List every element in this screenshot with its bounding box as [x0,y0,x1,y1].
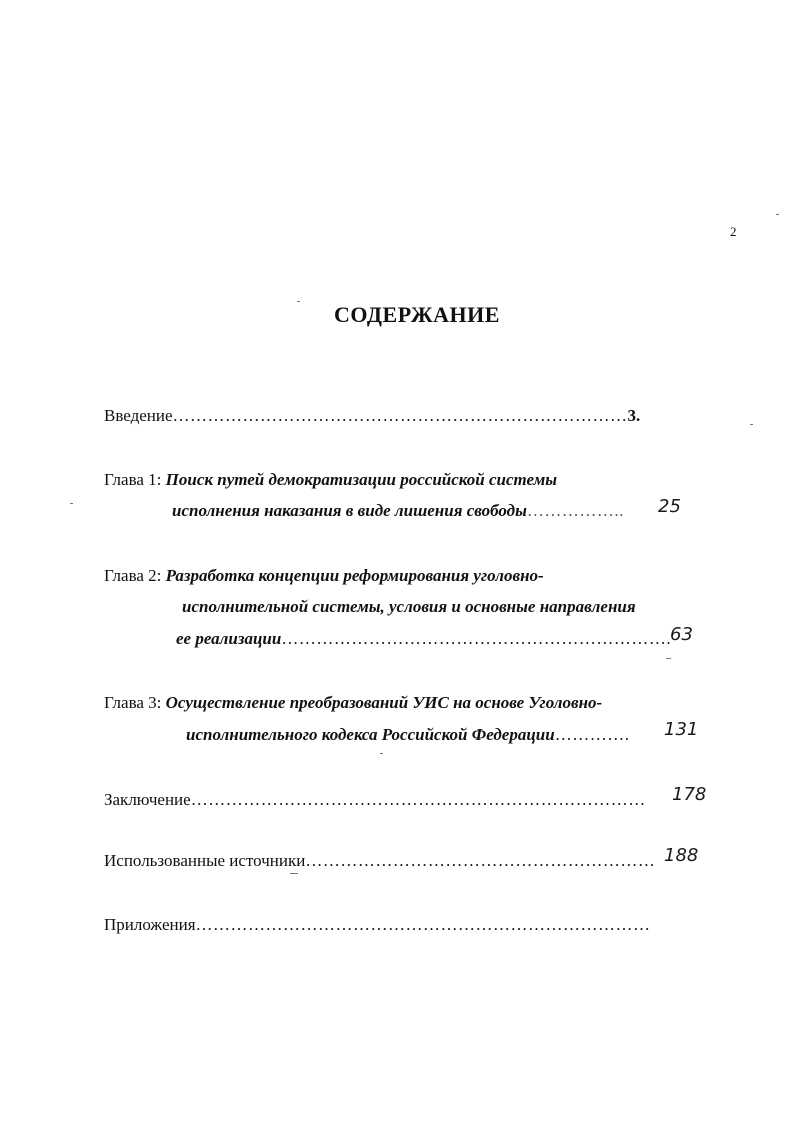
toc-leader-dots: …………………………………………………………. [281,629,672,648]
toc-entry-chapter-1-line-2 [172,501,624,521]
toc-entry-appendix [104,915,651,935]
scan-speck [70,503,73,504]
toc-entry-chapter-2-line-1 [104,566,544,586]
toc-entry-chapter-3-line-2 [186,725,629,745]
scan-speck [750,424,753,425]
scan-speck [297,301,300,302]
toc-leader-dots: …………. [554,725,630,744]
toc-page-number-handwritten: 63 [670,624,693,645]
toc-leader-dots: …………………………………………………………………… [195,915,651,934]
toc-entry-introduction [104,406,640,426]
toc-label: Введение [104,406,173,425]
toc-chapter-title-cont: ее реализации [176,629,282,648]
toc-leader-dots: …………………………………………………… [305,851,656,870]
toc-chapter-title-cont: исполнения наказания в виде лишения свободы [172,501,527,520]
page-number: 2 [730,224,737,239]
toc-entry-chapter-2-line-3 [176,629,671,649]
toc-entry-chapter-3-line-1 [104,693,602,713]
toc-chapter-prefix: Глава 1: [104,470,162,489]
toc-label: Приложения [104,915,196,934]
toc-page-number-handwritten: 188 [664,845,699,866]
toc-chapter-title: Поиск путей демократизации российской системы [165,470,558,489]
toc-chapter-title-cont: исполнительной системы, условия и основные направления [182,597,636,616]
page-title: СОДЕРЖАНИЕ [334,302,500,327]
scan-speck [290,873,298,874]
toc-page-number-handwritten: 25 [658,496,681,517]
toc-page-number-handwritten: 131 [664,719,699,740]
toc-leader-dots: …………….. [526,501,624,520]
toc-label: Заключение [104,790,191,809]
toc-label: Использованные источники [104,851,306,870]
toc-chapter-title: Разработка концепции реформирования уголовно- [165,566,544,585]
toc-chapter-prefix: Глава 2: [104,566,162,585]
scan-speck [380,753,383,754]
toc-page-number: 3. [627,406,641,425]
toc-entry-chapter-1-line-1 [104,470,557,490]
toc-entry-conclusion [104,790,646,810]
toc-chapter-title: Осуществление преобразований УИС на основе Уголовно- [165,693,603,712]
toc-entry-sources [104,851,655,871]
toc-leader-dots: …………………………………………………………………… [172,406,628,425]
scan-speck [666,658,671,659]
toc-page-number-handwritten: 178 [672,784,707,805]
toc-entry-chapter-2-line-2 [182,597,636,617]
toc-leader-dots: …………………………………………………………………… [190,790,646,809]
toc-chapter-prefix: Глава 3: [104,693,162,712]
toc-chapter-title-cont: исполнительного кодекса Российской Федерации [186,725,555,744]
scan-speck [776,214,779,215]
